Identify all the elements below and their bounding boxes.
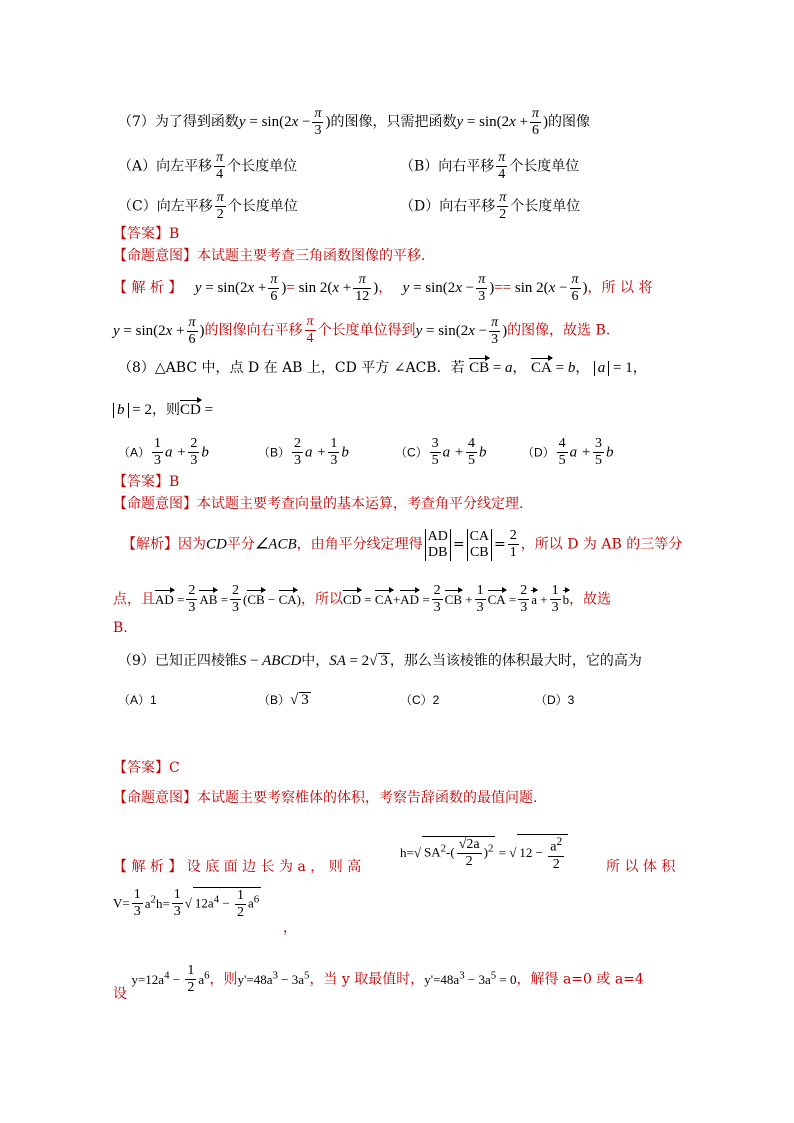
q7-option-b: （B）向右平移 $\frac{\pi}{4}$ 个长度单位 — [400, 150, 580, 183]
q7-option-a: （A）向左平移 $\frac{\pi}{4}$ 个长度单位 — [118, 150, 298, 183]
q8-option-c: （C） $\frac{3}{5}$ a + $\frac{4}{5}$ b — [395, 436, 487, 469]
q7-option-c: （C）向左平移 $\frac{\pi}{2}$ 个长度单位 — [118, 190, 298, 223]
q8-stem: （8）△ABC 中，点 D 在 AB 上，CD 平方 ∠ACB．若 CB = a， CA = b， a = 1， — [118, 360, 647, 376]
q9-stem: （9）已知正四棱锥S − ABCD中，SA = 2√ 3 ，那么当该棱锥的体积最大时，它的高为 — [118, 653, 642, 669]
q8-option-d: （D） $\frac{4}{5}$ a + $\frac{3}{5}$ b — [522, 436, 614, 469]
q9-answer: 【答案】C — [113, 760, 180, 776]
q7-stem: （7）为了得到函数y = sin(2x − $\frac{\pi}{3}$ )的图像，只需把函数y = sin(2x + $\frac{\pi}{6}$ )的图像 — [118, 106, 591, 139]
q7-formula-1: y = sin(2x − $\frac{\pi}{3}$ ) — [238, 106, 331, 139]
q9-intent: 【命题意图】本试题主要考察椎体的体积，考察告辞函数的最值问题. — [113, 790, 538, 806]
q7-analysis-line2: y = sin(2x + $\frac{\pi}{6}$ )的图像向右平移 $\frac{\pi}{4}$ 个长度单位得到y = sin(2x − $\frac{\pi}{3}$ )的图像，故选 B. — [113, 314, 611, 347]
q7-intent: 【命题意图】本试题主要考查三角函数图像的平移. — [113, 248, 426, 264]
q9-option-a: （A）1 — [118, 693, 157, 707]
q7-analysis-line1: 【 解 析 】 y = sin(2x + $\frac{\pi}{6}$ )= sin 2(x + $\frac{\pi}{12}$ )， y = sin(2x − $\frac{\pi}{3}$ )== sin 2(x − $\frac{\pi}{6}$ )，所 以 将 — [113, 272, 653, 305]
q8-option-a: （A） $\frac{1}{3}$ a + $\frac{2}{3}$ b — [118, 436, 209, 469]
q7-answer: 【答案】B — [113, 226, 180, 242]
q9-height-formula: h=√ $SA^2-$( $\frac{√2a}{2}$ )$^2$ = √ 12 − $\frac{a^2}{2}$ — [400, 834, 568, 873]
q8-analysis-line1: 【解析】因为CD平分∠ACB，由角平分线定理得 AD DB = CA CB = $\frac{2}{1}$ ，所以 D 为 AB 的三等分 — [122, 528, 683, 561]
q9-analysis-line3: 设 $y=12a^4$ − $\frac{1}{2}$ $a^6$，则$y'=48a^3 - 3a^5$，当 y 取最值时，$y'=48a^3 - 3a^5 = 0$，解得 a=0 或 a=4 — [113, 963, 644, 1002]
q9-option-d: （D）3 — [535, 693, 575, 707]
q8-stem-line2: b = 2，则CD = — [113, 403, 213, 418]
q9-analysis-line1: 【 解 析 】 设 底 面 边 长 为 a ， 则 高 — [113, 859, 362, 875]
q9-option-c: （C）2 — [400, 693, 440, 707]
q8-analysis-line3: B. — [113, 620, 128, 636]
q8-analysis-line2: 点，且AD = $\frac{2}{3}$ AB = $\frac{2}{3}$ (CB − CA)，所以CD = CA+AD = $\frac{2}{3}$ CB + $\frac{1}{3}$ CA = $\frac{2}{3}$ a + $\frac{1}{3}$ b，故选 — [113, 583, 612, 616]
q9-volume-formula: V= $\frac{1}{3}$ $a^2h=$ $\frac{1}{3}$ √ $12a^4$ − $\frac{1}{2}$ $a^6$ — [113, 887, 260, 921]
q8-option-b: （B） $\frac{2}{3}$ a + $\frac{1}{3}$ b — [258, 436, 349, 469]
q9-analysis-volume-label: 所 以 体 积 — [606, 859, 676, 875]
q8-intent: 【命题意图】本试题主要考查向量的基本运算，考查角平分线定理. — [113, 496, 524, 512]
q7-formula-2: y = sin(2x + $\frac{\pi}{6}$ ) — [456, 106, 549, 139]
q9-option-b: （B）√ 3 — [258, 692, 309, 708]
q7-option-d: （D）向右平移 $\frac{\pi}{2}$ 个长度单位 — [400, 190, 581, 223]
q8-answer: 【答案】B — [113, 474, 180, 490]
q9-analysis-comma: ， — [283, 920, 297, 936]
